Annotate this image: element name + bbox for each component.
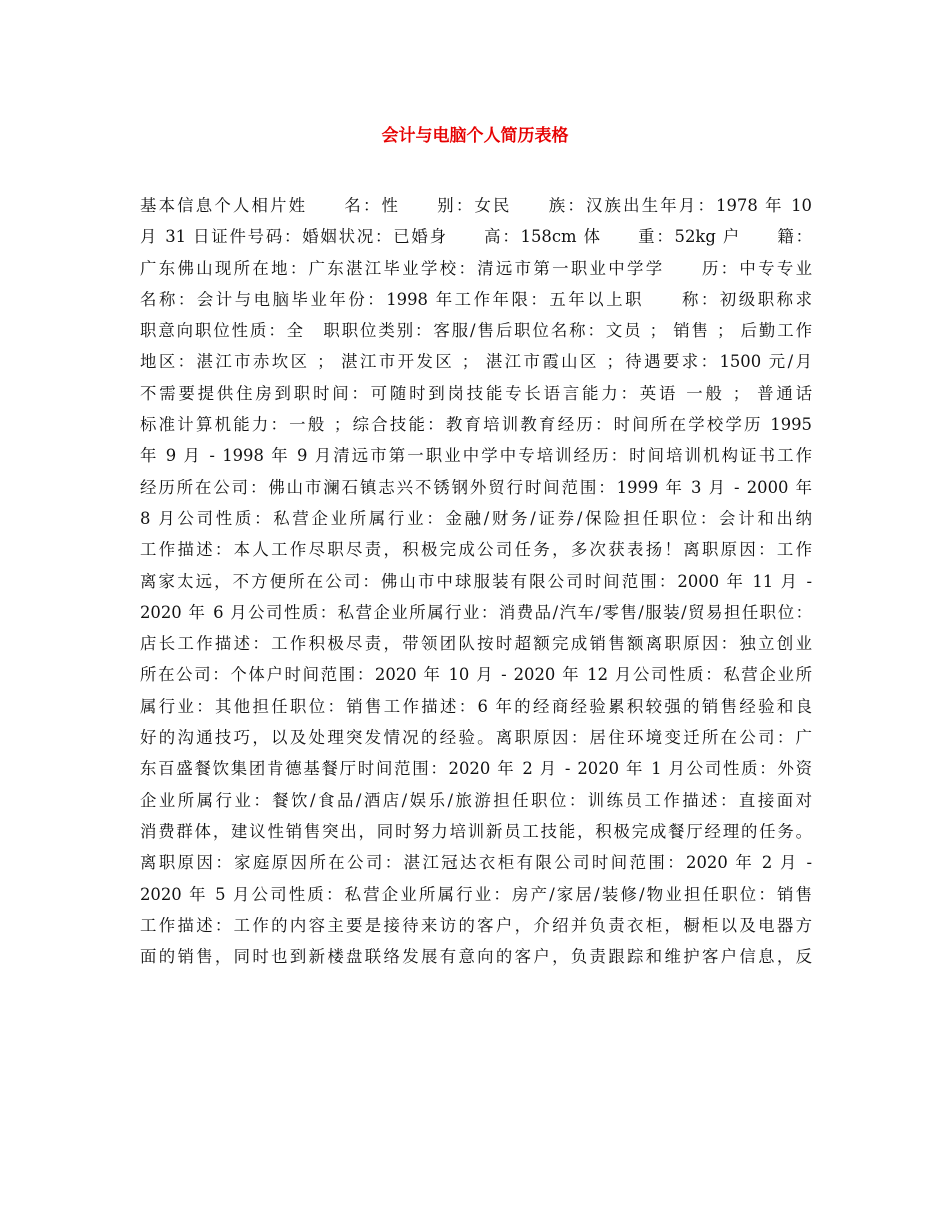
text-line: 基本信息个人相片姓 名：性 别：女民 族：汉族出生年月：1978 年 10 xyxy=(140,196,812,215)
text-line: 2020 年 5 月公司性质：私营企业所属行业：房产/家居/装修/物业担任职位：销售 xyxy=(140,884,812,904)
text-line: 企业所属行业：餐饮/食品/酒店/娱乐/旅游担任职位：训练员工作描述：直接面对 xyxy=(140,790,812,810)
text-line: 店长工作描述：工作积极尽责，带领团队按时超额完成销售额离职原因：独立创业 xyxy=(140,634,812,654)
text-line: 消费群体，建议性销售突出，同时努力培训新员工技能，积极完成餐厅经理的任务。 xyxy=(140,821,812,841)
text-line: 名称：会计与电脑毕业年份：1998 年工作年限：五年以上职 称：初级职称求 xyxy=(140,289,812,309)
text-line: 2020 年 6 月公司性质：私营企业所属行业：消费品/汽车/零售/服装/贸易担任职位： xyxy=(140,602,812,622)
text-line: 年 9 月 - 1998 年 9 月清远市第一职业中学中专培训经历：时间培训机构证书工作 xyxy=(140,446,812,466)
text-line: 面的销售，同时也到新楼盘联络发展有意向的客户，负责跟踪和维护客户信息，反 xyxy=(140,947,812,967)
text-line: 工作描述：工作的内容主要是接待来访的客户，介绍并负责衣柜，橱柜以及电器方 xyxy=(140,915,812,935)
text-line: 8 月公司性质：私营企业所属行业：金融/财务/证券/保险担任职位：会计和出纳 xyxy=(140,508,812,528)
text-line: 工作描述：本人工作尽职尽责，积极完成公司任务，多次获表扬！离职原因：工作 xyxy=(140,540,812,560)
resume-body-text xyxy=(140,190,812,972)
text-line: 职意向职位性质：全 职职位类别：客服/售后职位名称：文员 ； 销售 ； 后勤工作 xyxy=(140,321,812,341)
text-line: 所在公司：个体户时间范围：2020 年 10 月 - 2020 年 12 月公司性质：私营企业所 xyxy=(140,665,812,685)
text-line: 广东佛山现所在地：广东湛江毕业学校：清远市第一职业中学学 历：中专专业 xyxy=(140,258,812,278)
text-line: 东百盛餐饮集团肯德基餐厅时间范围：2020 年 2 月 - 2020 年 1 月公司性质：外资 xyxy=(140,759,812,779)
text-line: 不需要提供住房到职时间：可随时到岗技能专长语言能力：英语 一般 ； 普通话 xyxy=(140,383,812,403)
text-line: 经历所在公司：佛山市澜石镇志兴不锈钢外贸行时间范围：1999 年 3 月 - 2000 年 xyxy=(140,477,812,497)
text-line: 月 31 日证件号码：婚姻状况：已婚身 高：158cm 体 重：52kg 户 籍： xyxy=(140,227,812,247)
text-line: 属行业：其他担任职位：销售工作描述：6 年的经商经验累积较强的销售经验和良 xyxy=(140,696,812,716)
text-line: 离职原因：家庭原因所在公司：湛江冠达衣柜有限公司时间范围：2020 年 2 月 - xyxy=(140,853,812,873)
text-line: 地区：湛江市赤坎区 ； 湛江市开发区 ； 湛江市霞山区 ；待遇要求：1500 元/月 xyxy=(140,352,812,372)
text-line: 好的沟通技巧，以及处理突发情况的经验。离职原因：居住环境变迁所在公司：广 xyxy=(140,728,812,748)
text-line: 离家太远，不方便所在公司：佛山市中球服装有限公司时间范围：2000 年 11 月 - xyxy=(140,571,812,591)
text-line: 标准计算机能力：一般 ；综合技能：教育培训教育经历：时间所在学校学历 1995 xyxy=(140,415,812,435)
page-title: 会计与电脑个人简历表格 xyxy=(381,126,569,146)
